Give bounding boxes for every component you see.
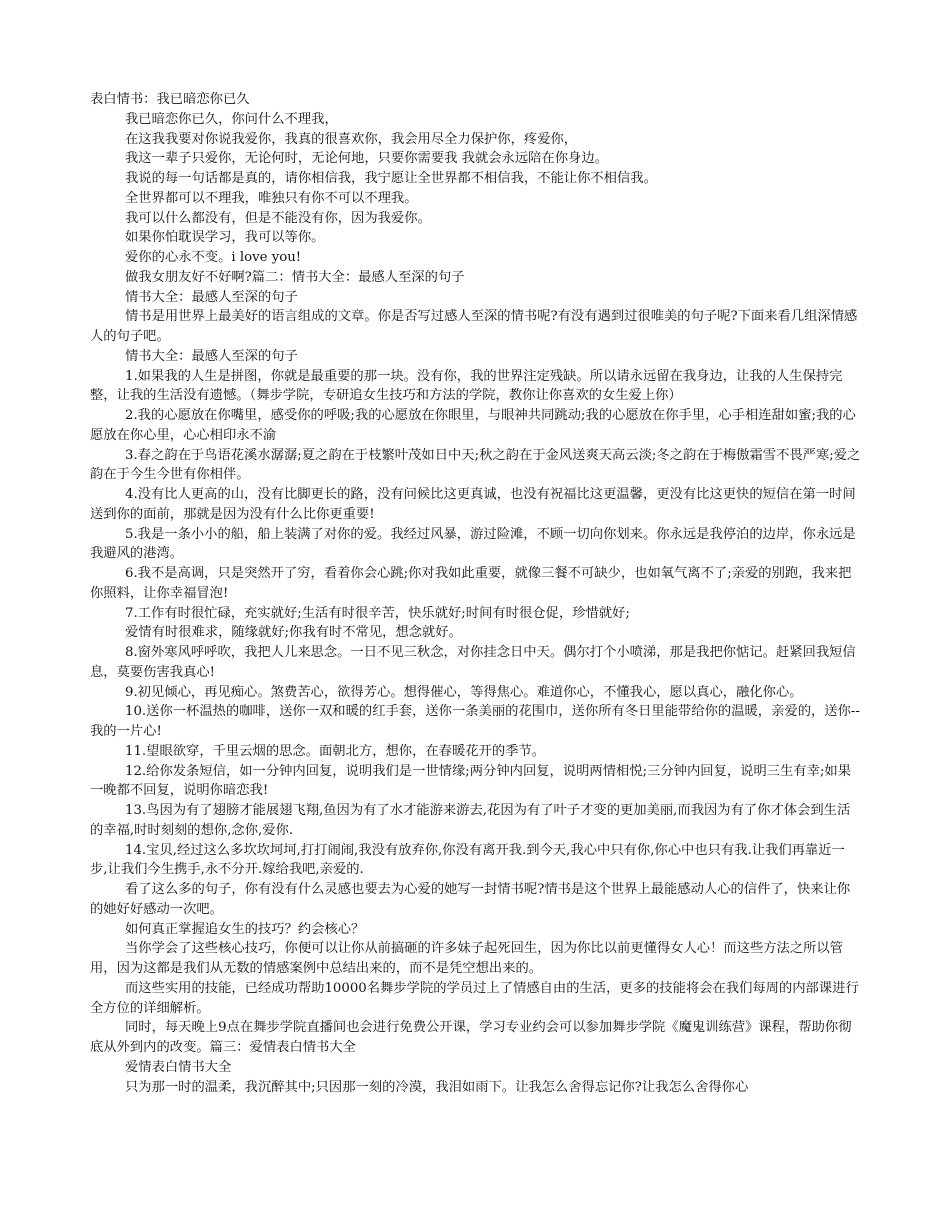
- paragraph: 3.春之韵在于鸟语花溪水潺潺;夏之韵在于枝繁叶茂如日中天;秋之韵在于金风送爽天高云淡;冬之韵在于梅傲霜雪不畏严寒;爱之韵在于今生今世有你相伴。: [90, 447, 861, 483]
- paragraph: 做我女朋友好不好啊?篇二：情书大全：最感人至深的句子: [125, 269, 465, 285]
- paragraph: 14.宝贝,经过这么多坎坎坷坷,打打闹闹,我没有放弃你,你没有离开我.到今天,我心中只有你,你心中也只有我.让我们再靠近一步,让我们今生携手,永不分开.嫁给我吧,亲爱的.: [90, 842, 845, 878]
- paragraph: 爱情表白情书大全: [125, 1059, 232, 1075]
- document-title: 表白情书：我已暗恋你已久: [90, 92, 250, 107]
- paragraph: 我可以什么都没有，但是不能没有你，因为我爱你。: [125, 210, 431, 226]
- paragraph: 10.送你一杯温热的咖啡，送你一双和暖的红手套，送你一条美丽的花围巾，送你所有冬日里能带给你的温暖，亲爱的，送你--我的一片心!: [90, 704, 860, 739]
- paragraph: 当你学会了这些核心技巧，你便可以让你从前搞砸的许多妹子起死回生，因为你比以前更懂得女人心！而这些方法之所以管用，因为这都是我们从无数的情感案例中总结出来的，而不是凭空想出来的。: [90, 941, 844, 976]
- paragraph: 而这些实用的技能，已经成功帮助10000名舞步学院的学员过上了情感自由的生活，更多的技能将会在我们每周的内部课进行全方位的详细解析。: [90, 980, 859, 1016]
- paragraph: 1.如果我的人生是拼图，你就是最重要的那一块。没有你，我的世界注定残缺。所以请永远留在我身边，让我的人生保持完整，让我的生活没有遗憾。（舞步学院，专研追女生技巧和方法的学院，教你让你喜欢的女生爱上你）: [90, 368, 843, 404]
- paragraph: 爱你的心永不变。i love you!: [125, 250, 302, 265]
- paragraph: 7.工作有时很忙碌，充实就好;生活有时很辛苦，快乐就好;时间有时很仓促，珍惜就好;: [125, 605, 630, 621]
- paragraph: 12.给你发条短信，如一分钟内回复，说明我们是一世情缘;两分钟内回复，说明两情相悦;三分钟内回复，说明三生有幸;如果一晚都不回复，说明你暗恋我!: [90, 763, 852, 799]
- paragraph: 13.鸟因为有了翅膀才能展翅飞翔,鱼因为有了水才能游来游去,花因为有了叶子才变的更加美丽,而我因为有了你才体会到生活的幸福,时时刻刻的想你,念你,爱你.: [90, 803, 851, 838]
- paragraph: 情书大全：最感人至深的句子: [125, 289, 298, 305]
- paragraph: 11.望眼欲穿，千里云烟的思念。面朝北方，想你，在春暖花开的季节。: [125, 743, 546, 759]
- document-body: [90, 90, 862, 1097]
- paragraph: 在这我我要对你说我爱你，我真的很喜欢你，我会用尽全力保护你，疼爱你，: [125, 131, 578, 147]
- paragraph: 爱情有时很难求，随缘就好;你我有时不常见，想念就好。: [125, 625, 462, 641]
- paragraph: 如何真正掌握追女生的技巧？约会核心？: [125, 921, 365, 937]
- paragraph: 2.我的心愿放在你嘴里，感受你的呼吸;我的心愿放在你眼里，与眼神共同跳动;我的心愿放在你手里，心手相连甜如蜜;我的心愿放在你心里，心心相印永不渝: [90, 408, 856, 443]
- paragraph: 同时，每天晚上9点在舞步学院直播间也会进行免费公开课，学习专业约会可以参加舞步学院《魔鬼训练营》课程，帮助你彻底从外到内的改变。篇三：爱情表白情书大全: [90, 1020, 852, 1055]
- paragraph: 我说的每一句话都是真的，请你相信我，我宁愿让全世界都不相信我，不能让你不相信我。: [125, 171, 657, 186]
- paragraph: 我这一辈子只爱你，无论何时，无论何地，只要你需要我 我就会永远陪在你身边。: [125, 151, 608, 167]
- paragraph: 情书大全：最感人至深的句子: [125, 348, 298, 364]
- paragraph: 如果你怕耽误学习，我可以等你。: [125, 230, 325, 246]
- paragraph: 全世界都可以不理我，唯独只有你不可以不理我。: [125, 190, 418, 206]
- paragraph: 5.我是一条小小的船，船上装满了对你的爱。我经过风暴，游过险滩，不顾一切向你划来。你永远是我停泊的边岸，你永远是我避风的港湾。: [90, 526, 856, 562]
- paragraph: 我已暗恋你已久，你问什么不理我，: [125, 111, 338, 127]
- paragraph: 情书是用世界上最美好的语言组成的文章。你是否写过感人至深的情书呢?有没有遇到过很唯美的句子呢?下面来看几组深情感人的句子吧。: [90, 309, 858, 344]
- paragraph: 4.没有比人更高的山，没有比脚更长的路，没有问候比这更真诚，也没有祝福比这更温馨，更没有比这更快的短信在第一时间送到你的面前，那就是因为没有什么比你更重要!: [90, 487, 856, 522]
- paragraph: 看了这么多的句子，你有没有什么灵感也要去为心爱的她写一封情书呢?情书是这个世界上最能感动人心的信件了，快来让你的她好好感动一次吧。: [90, 882, 851, 917]
- paragraph: 6.我不是高调，只是突然开了穷，看着你会心跳;你对我如此重要，就像三餐不可缺少，也如氧气离不了;亲爱的别跑，我来把你照料，让你幸福冒泡!: [90, 566, 852, 601]
- paragraph: 只为那一时的温柔，我沉醉其中;只因那一刻的冷漠，我泪如雨下。让我怎么舍得忘记你?让我怎么舍得你心: [125, 1079, 749, 1095]
- paragraph: 8.窗外寒风呼呼吹，我把人儿来思念。一日不见三秋念，对你挂念日中天。偶尔打个小喷涕，那是我把你惦记。赶紧回我短信息，莫要伤害我真心!: [90, 645, 856, 680]
- paragraph: 9.初见倾心，再见痴心。煞费苦心，欲得芳心。想得催心，等得焦心。难道你心，不懂我心，愿以真心，融化你心。: [125, 684, 803, 700]
